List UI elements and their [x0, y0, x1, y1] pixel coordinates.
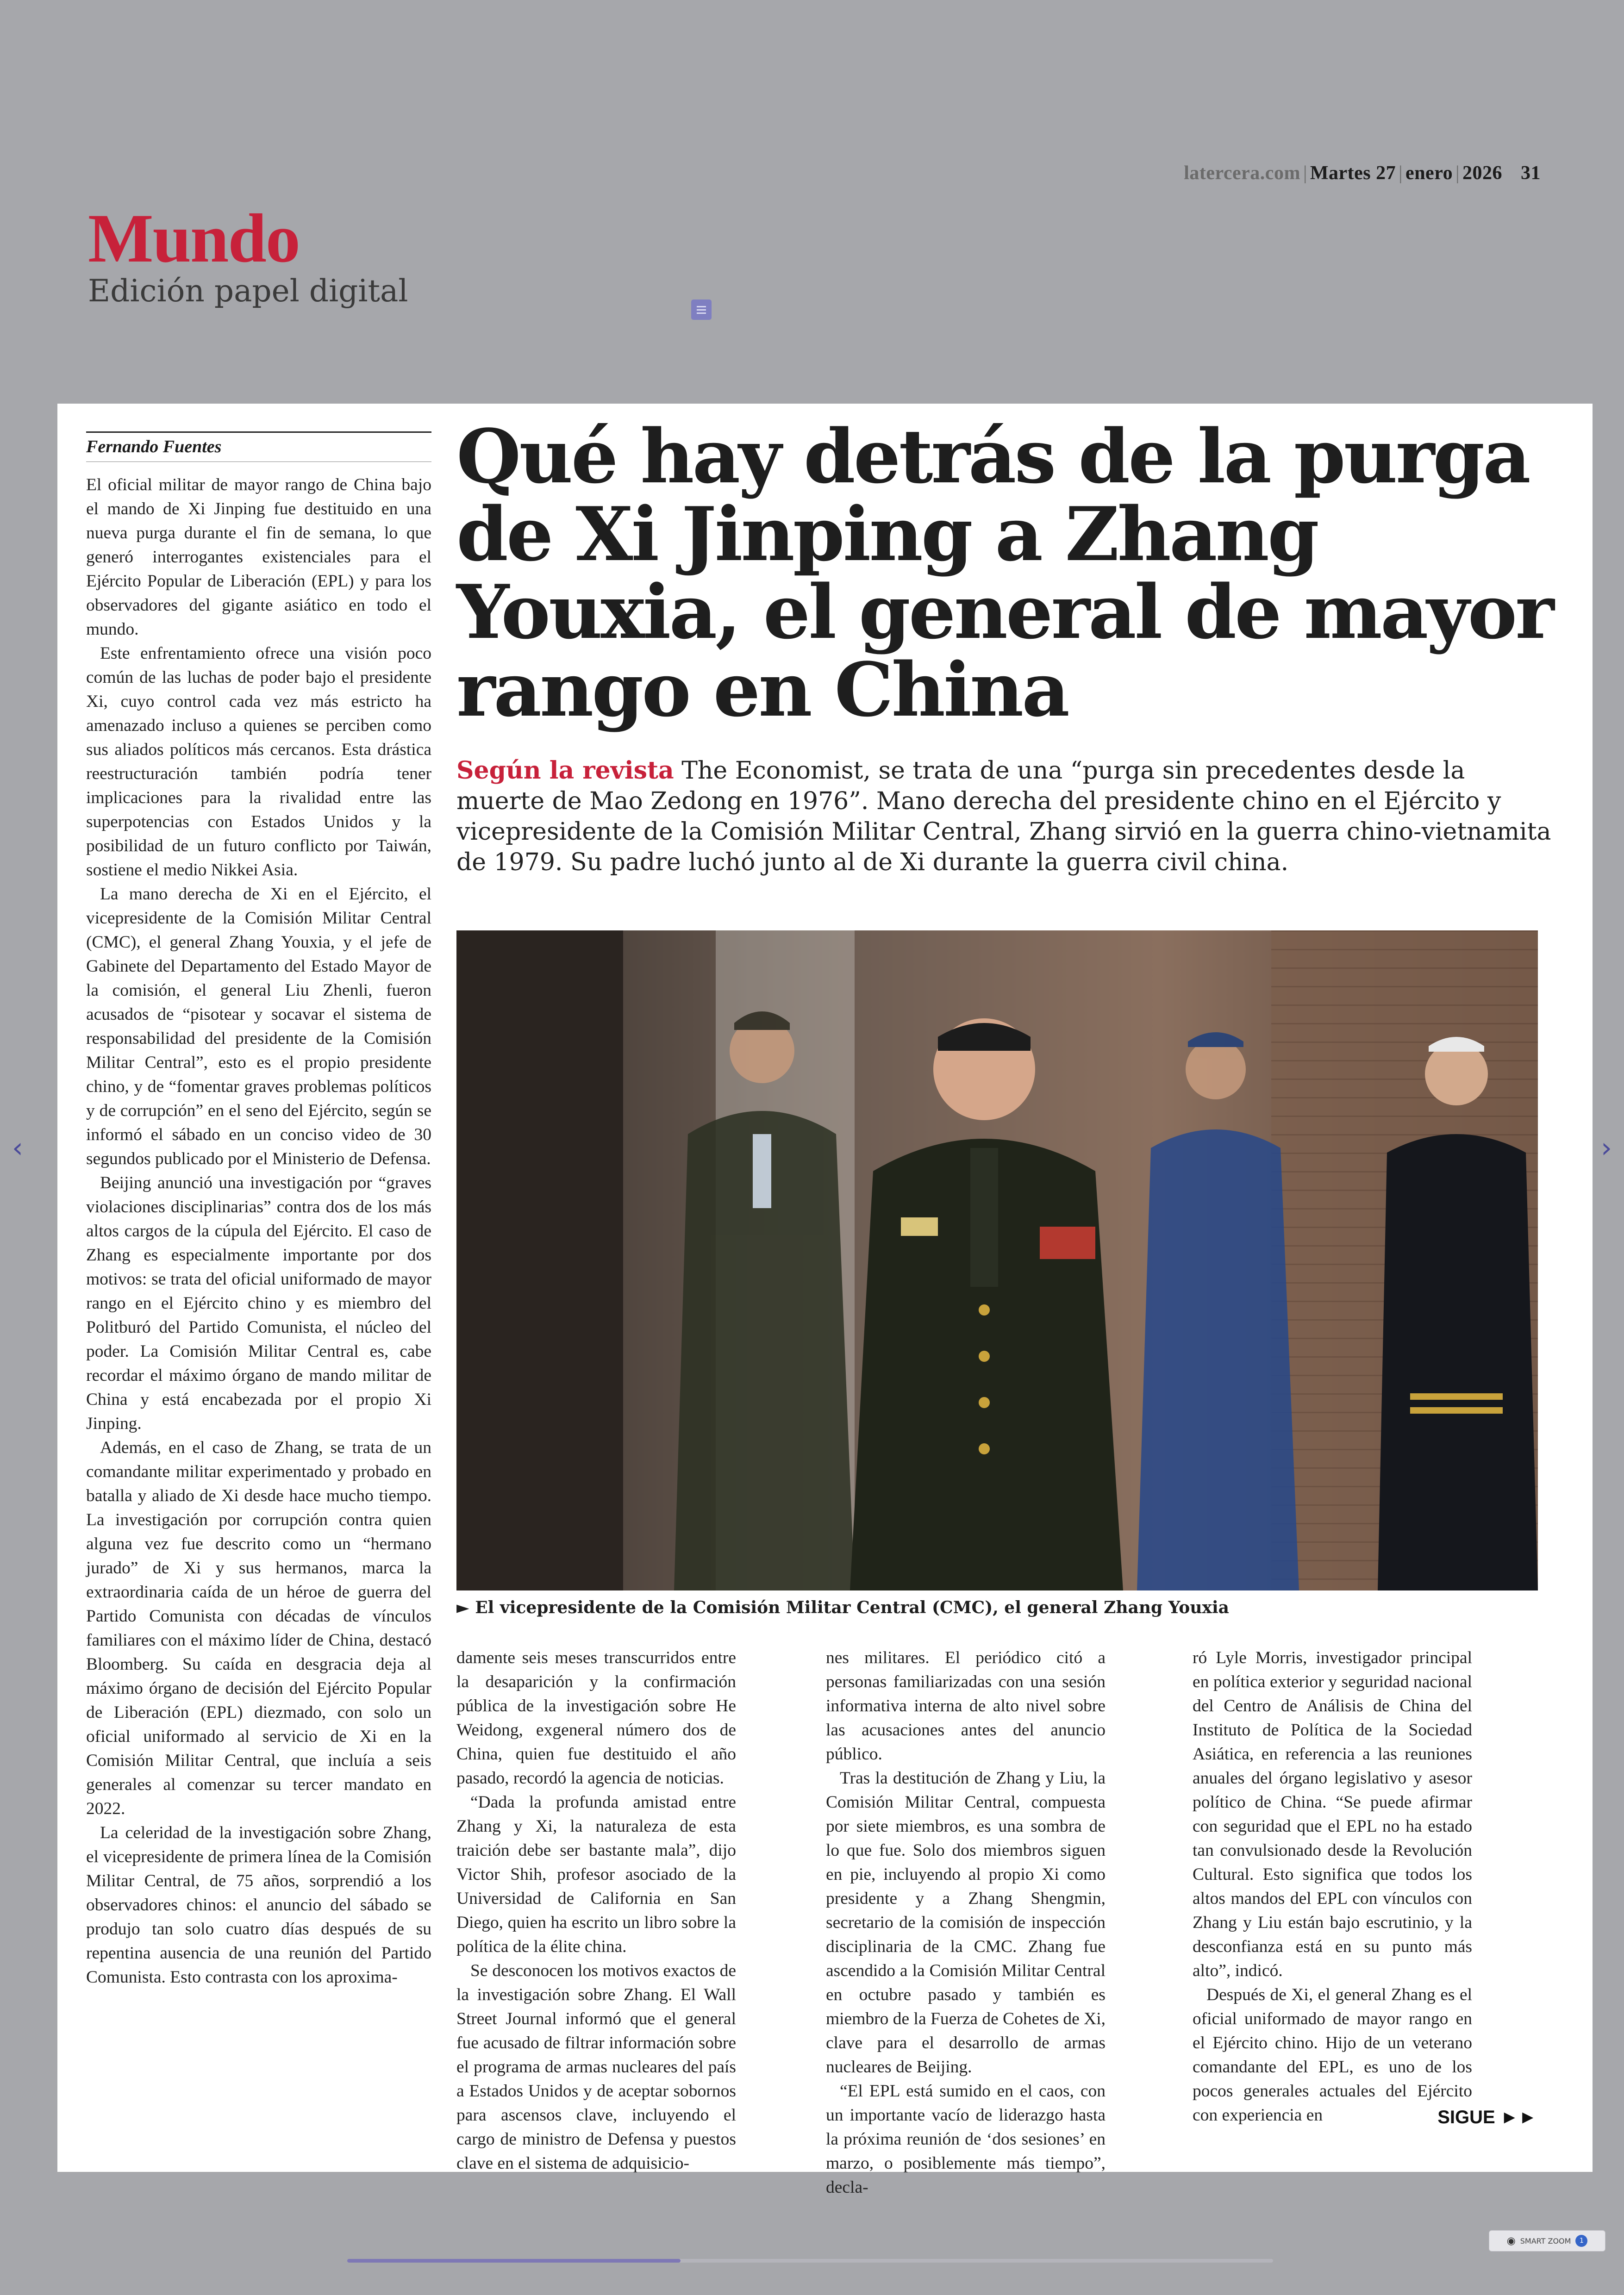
chevron-left-icon[interactable]: ‹: [12, 1132, 23, 1164]
deck-kicker: Según la revista: [456, 756, 674, 785]
article-photo: [456, 930, 1538, 1590]
issue-day: Martes 27: [1310, 162, 1396, 184]
issue-year: 2026: [1462, 162, 1502, 184]
paragraph: ró Lyle Morris, investigador principal en política exterior y seguridad nacional del Centro de Análisis de China del Instituto de Política de la Sociedad Asiática, en referencia a las reuniones anuales del órgano legislativo y asesor político de China. “Se puede afirmar con seguridad que el EPL no ha estado tan convulsionado desde la Revolución Cultural. Esto significa que todos los altos mandos del EPL con vínculos con Zhang y Liu están bajo escrutinio, y la desconfianza está en su punto más alto”, indicó.: [1193, 1648, 1472, 1980]
article-column-2: [456, 1646, 736, 2173]
newspaper-page: [57, 404, 1593, 2197]
continue-link[interactable]: SIGUE ►►: [1437, 2107, 1537, 2127]
paragraph: Además, en el caso de Zhang, se trata de un comandante militar experimentado y probado en batalla y aliado de Xi desde hace mucho tiempo. La investigación por corrupción contra quien alguna vez fue descrito como un “hermano jurado” de Xi y sus hermanos, marca la extraordinaria caída de un héroe de guerra del Partido Comunista con décadas de vínculos familiares con el máximo líder de China, destacó Bloomberg. Su caída en desgracia deja al máximo órgano de decisión del Ejército Popular de Liberación (EPL) diezmado, con solo un oficial uniformado al servicio de Xi en la Comisión Militar Central, que incluía a seis generales al comenzar su tercer mandato en 2022.: [86, 1438, 431, 1818]
paragraph: El oficial militar de mayor rango de China bajo el mando de Xi Jinping fue destituido en una nueva purga durante el fin de semana, lo que generó interrogantes existenciales para el Ejército Popular de Liberación (EPL) y para los observadores del gigante asiático en todo el mundo.: [86, 475, 431, 639]
section-title: Mundo: [88, 200, 300, 277]
paragraph: Después de Xi, el general Zhang es el oficial uniformado de mayor rango en el Ejército chino. Hijo de un veterano comandante del EPL, es uno de los pocos generales actuales del Ejército con experiencia en: [1193, 1985, 1472, 2125]
article-headline: Qué hay detrás de la purga de Xi Jinping a Zhang Youxia, el general de mayor rango en China: [456, 413, 1553, 733]
reading-progress-bar[interactable]: [347, 2259, 1273, 2263]
issue-month: enero: [1405, 162, 1453, 184]
reading-progress-fill: [347, 2259, 681, 2263]
smart-zoom-button[interactable]: [1489, 2230, 1605, 2251]
paragraph: Tras la destitución de Zhang y Liu, la Comisión Militar Central, compuesta por siete miembros, es una sombra de lo que fue. Solo dos miembros siguen en pie, incluyendo al propio Xi como presidente y a Zhang Shengmin, secretario de la comisión de inspección disciplinaria de la CMC. Zhang fue ascendido a la Comisión Militar Central en octubre pasado y también es miembro de la Fuerza de Cohetes de Xi, clave para el desarrollo de armas nucleares de Beijing.: [826, 1769, 1106, 2077]
smart-zoom-badge: 1: [1575, 2235, 1587, 2247]
paragraph: Este enfrentamiento ofrece una visión poco común de las luchas de poder bajo el presidente Xi, cuyo control cada vez más estricto ha amenazado incluso a quienes se perciben como sus aliados políticos más cercanos. Esta drástica reestructuración también podría tener implicaciones para la rivalidad entre las superpotencias con Estados Unidos y la posibilidad de un futuro conflicto por Taiwán, sostiene el medio Nikkei Asia.: [86, 644, 431, 879]
paragraph: La celeridad de la investigación sobre Zhang, el vicepresidente de primera línea de la Comisión Militar Central, de 75 años, sorprendió a los observadores chinos: el anuncio del sábado se produjo tan solo cuatro días después de su repentina ausencia de una reunión del Partido Comunista. Esto contrasta con los aproxima-: [86, 1823, 431, 1987]
smart-zoom-label: SMART ZOOM: [1520, 2236, 1571, 2245]
section-subtitle: Edición papel digital: [88, 273, 408, 309]
article-column-4: [1193, 1646, 1472, 2125]
photo-illustration: [456, 930, 1538, 1590]
paragraph: nes militares. El periódico citó a personas familiarizadas con una sesión informativa interna de alto nivel sobre las acusaciones antes del anuncio público.: [826, 1648, 1106, 1764]
paragraph: Beijing anunció una investigación por “graves violaciones disciplinarias” contra dos de los más altos cargos de la cúpula del Ejército. El caso de Zhang es especialmente importante por dos motivos: se trata del oficial uniformado de mayor rango en el Ejército chino y es miembro del Politburó del Partido Comunista, el núcleo del poder. La Comisión Militar Central es, cabe recordar el máximo órgano de mando militar de China y está encabezada por el propio Xi Jinping.: [86, 1173, 431, 1433]
article-deck: [456, 755, 1558, 878]
paragraph: damente seis meses transcurridos entre la desaparición y la confirmación pública de la investigación sobre He Weidong, exgeneral número dos de China, quien fue destituido el año pasado, recordó la agencia de noticias.: [456, 1648, 736, 1788]
deck-text: The Economist, se trata de una “purga sin precedentes desde la muerte de Mao Zedong en 1976”. Mano derecha del presidente chino en el Ejército y vicepresidente de la Comisión Militar Central, Zhang sirvió en la guerra chino-vietnamita de 1979. Su padre luchó junto al de Xi durante la guerra civil china.: [456, 757, 1551, 876]
article-byline: Fernando Fuentes: [86, 431, 431, 462]
paragraph: “Dada la profunda amistad entre Zhang y Xi, la naturaleza de esta traición debe ser bastante mala”, dijo Victor Shih, profesor asociado de la Universidad de California en San Diego, quien ha escrito un libro sobre la política de la élite china.: [456, 1793, 736, 1956]
issue-date-line: latercera.com | Martes 27 | enero | 2026 31: [1184, 162, 1541, 184]
page-menu-icon[interactable]: [691, 299, 712, 320]
photo-caption: ► El vicepresidente de la Comisión Militar Central (CMC), el general Zhang Youxia: [456, 1598, 1229, 1617]
paragraph: “El EPL está sumido en el caos, con un importante vacío de liderazgo hasta la próxima reunión de ‘dos sesiones’ en marzo, o posiblemente más tiempo”, decla-: [826, 2082, 1106, 2197]
chevron-right-icon[interactable]: ›: [1601, 1132, 1612, 1164]
page-number: 31: [1521, 162, 1541, 184]
article-column-1: [86, 473, 431, 2065]
paragraph: La mano derecha de Xi en el Ejército, el vicepresidente de la Comisión Militar Central (CMC), el general Zhang Youxia, y el jefe de Gabinete del Departamento del Estado Mayor de la comisión, el general Liu Zhenli, fueron acusados de “pisotear y socavar el sistema de responsabilidad del presidente de la Comisión Militar Central”, esto es el propio presidente chino, y de “fomentar graves problemas políticos y de corrupción” en el seno del Ejército, según se informó el sábado en un conciso video de 30 segundos publicado por el Ministerio de Defensa.: [86, 885, 431, 1168]
article-column-3: [826, 1646, 1106, 2197]
paragraph: Se desconocen los motivos exactos de la investigación sobre Zhang. El Wall Street Journal informó que el general fue acusado de filtrar información sobre el programa de armas nucleares del país a Estados Unidos y de aceptar sobornos para ascensos clave, incluyendo el cargo de ministro de Defensa y puestos clave en el sistema de adquisicio-: [456, 1961, 736, 2173]
site-name: latercera.com: [1184, 162, 1300, 184]
eye-icon: ◉: [1506, 2235, 1516, 2247]
